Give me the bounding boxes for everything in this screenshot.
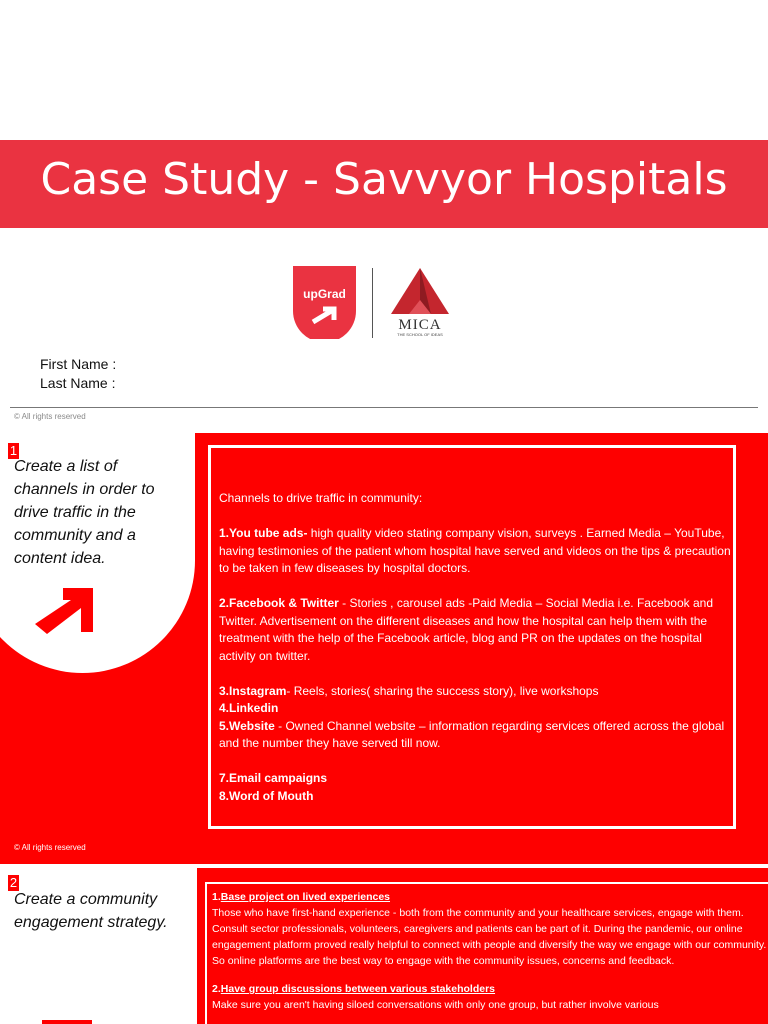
channel-item: 4.Linkedin xyxy=(219,701,279,715)
question-text: Create a list of channels in order to drive traffic in the community and a content idea. xyxy=(14,458,155,567)
copyright-text: © All rights reserved xyxy=(14,412,86,421)
strategy-point: 2.Have group discussions between various stakeholders xyxy=(212,983,496,995)
title-banner xyxy=(0,140,768,228)
channel-item: 1.You tube ads- high quality video stating company vision, surveys . Earned Media – YouTube, having testimonies of the patient whom hospital have served and videos on the tips & precaution to be taken in few diseases by hospital doctors. xyxy=(219,526,731,575)
svg-text:MICA: MICA xyxy=(398,317,442,333)
copyright-text: © All rights reserved xyxy=(14,843,86,852)
channel-item: 5.Website - Owned Channel website – information regarding services offered across the global and the number they have served till now. xyxy=(219,718,725,750)
decorative-bar xyxy=(42,1020,92,1024)
strategy-text: Make sure you aren't having siloed conversations with only one group, but rather involve various xyxy=(212,999,659,1011)
answer-intro: Channels to drive traffic in community: xyxy=(219,491,423,505)
svg-text:THE SCHOOL OF IDEAS: THE SCHOOL OF IDEAS xyxy=(397,332,443,337)
channel-item: 7.Email campaigns xyxy=(219,771,328,785)
strategy-point: 1.Base project on lived experiences xyxy=(212,891,391,903)
page-title: Case Study - Savvyor Hospitals xyxy=(40,154,728,205)
question-number: 2 xyxy=(9,875,18,890)
answer-box xyxy=(208,445,736,829)
slide-2 xyxy=(197,868,768,1024)
answer-box xyxy=(205,882,768,1024)
question-text: Create a community engagement strategy. xyxy=(14,891,168,931)
last-name-label: Last Name : xyxy=(40,375,116,391)
channel-item: 2.Facebook & Twitter - Stories , carousel ads -Paid Media – Social Media i.e. Facebook and Twitter. Advertisement on the different diseases and how the hospital can help them with the treatment with the help of the Facebook article, blog and PR on the updates on the hospital activity on twitter. xyxy=(219,596,714,663)
mica-logo xyxy=(385,266,455,338)
first-name-label: First Name : xyxy=(40,356,117,372)
channel-item: 3.Instagram- Reels, stories( sharing the success story), live workshops xyxy=(219,683,599,698)
logo-divider xyxy=(372,268,373,338)
arrow-icon xyxy=(35,588,93,636)
question-number: 1 xyxy=(9,443,18,458)
slide-1 xyxy=(0,433,768,864)
strategy-text: Those who have first-hand experience - both from the community and your healthcare services, engage with them. Consult sector professionals, volunteers, caregivers and patients can be part of it. During the pandemic, our online engagement platform proved really helpful to connect with people and diversify the way we engage with our community. So online platforms are the best way to engage with the community issues, concerns and feedback. xyxy=(212,907,767,967)
divider xyxy=(10,407,758,408)
channel-item: 8.Word of Mouth xyxy=(219,788,314,803)
svg-text:upGrad: upGrad xyxy=(303,287,346,301)
upgrad-logo xyxy=(293,266,356,339)
